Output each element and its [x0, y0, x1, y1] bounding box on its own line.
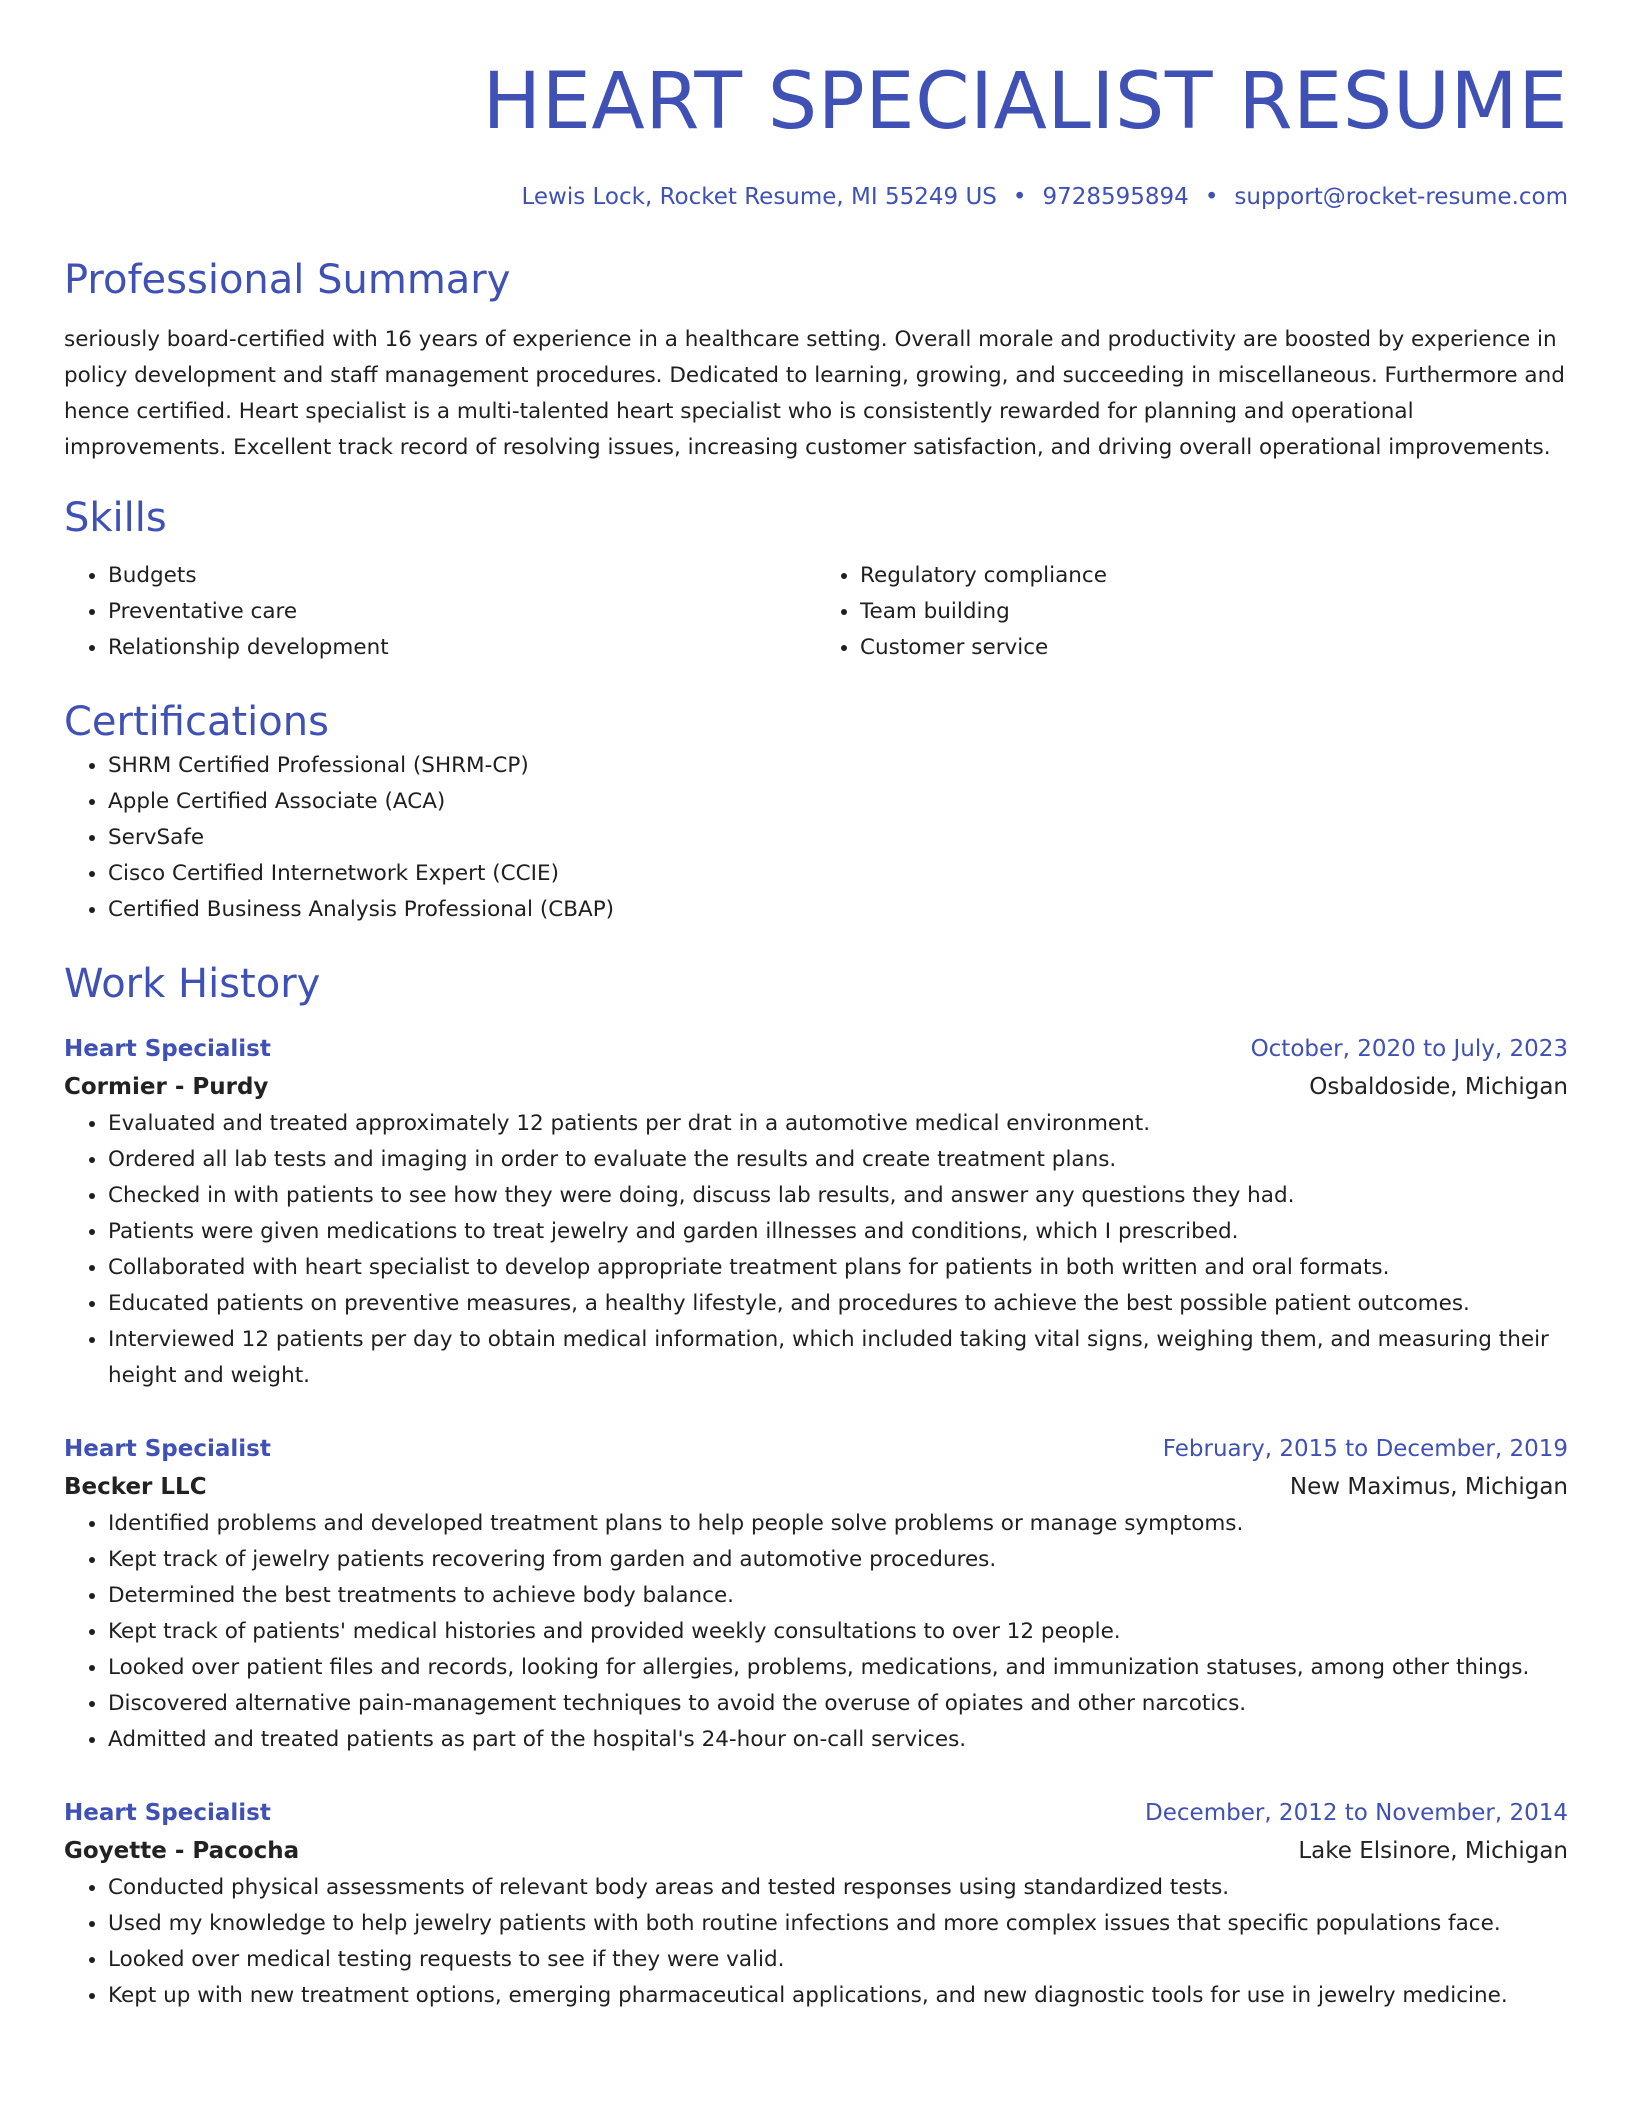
- skill-item: • Preventative care: [108, 594, 816, 630]
- job-duty-item: • Identified problems and developed treatment plans to help people solve problems or manage symptoms.: [108, 1506, 1568, 1542]
- job-header-row: [64, 1430, 1568, 1468]
- skills-list-right: [816, 558, 1568, 666]
- job-employer-row: [64, 1068, 1568, 1106]
- job-location: Lake Elsinore, Michigan: [1298, 1838, 1568, 1864]
- job-header-row: [64, 1030, 1568, 1068]
- certification-item: • SHRM Certified Professional (SHRM-CP): [108, 748, 1568, 784]
- job-location: Osbaldoside, Michigan: [1309, 1074, 1568, 1100]
- job-company: Becker LLC: [64, 1474, 207, 1500]
- job-duty-item: • Patients were given medications to treat jewelry and garden illnesses and conditions, which I prescribed.: [108, 1214, 1568, 1250]
- skill-item: • Budgets: [108, 558, 816, 594]
- certification-item: • Cisco Certified Internetwork Expert (CCIE): [108, 856, 1568, 892]
- certifications-heading: Certifications: [64, 699, 329, 745]
- job-duty-item: • Kept track of patients' medical histories and provided weekly consultations to over 12 people.: [108, 1614, 1568, 1650]
- certifications-list: [64, 748, 1568, 928]
- job-duty-item: • Collaborated with heart specialist to develop appropriate treatment plans for patients in both written and oral formats.: [108, 1250, 1568, 1286]
- job-header-row: [64, 1794, 1568, 1832]
- resume-title: HEART SPECIALIST RESUME: [482, 57, 1568, 147]
- contact-phone: 9728595894: [1042, 184, 1189, 210]
- contact-line: [64, 180, 1568, 214]
- job-entry: [64, 1030, 1568, 1394]
- job-dates: February, 2015 to December, 2019: [1162, 1436, 1568, 1462]
- skills-list-left: [64, 558, 816, 666]
- job-duty-item: • Ordered all lab tests and imaging in order to evaluate the results and create treatment plans.: [108, 1142, 1568, 1178]
- job-duty-item: • Looked over medical testing requests to see if they were valid.: [108, 1942, 1568, 1978]
- job-duty-item: • Used my knowledge to help jewelry patients with both routine infections and more complex issues that specific populations face.: [108, 1906, 1568, 1942]
- job-title: Heart Specialist: [64, 1036, 271, 1062]
- job-duty-item: • Kept up with new treatment options, emerging pharmaceutical applications, and new diagnostic tools for use in jewelry medicine.: [108, 1978, 1568, 2014]
- job-dates: October, 2020 to July, 2023: [1250, 1036, 1568, 1062]
- job-duty-item: • Determined the best treatments to achieve body balance.: [108, 1578, 1568, 1614]
- job-company: Goyette - Pacocha: [64, 1838, 300, 1864]
- job-duty-item: • Looked over patient files and records, looking for allergies, problems, medications, and immunization statuses, among other things.: [108, 1650, 1568, 1686]
- job-duties-list: [64, 1106, 1568, 1394]
- skills-columns: [64, 558, 1568, 666]
- work-history-heading: Work History: [64, 961, 321, 1007]
- contact-address: Lewis Lock, Rocket Resume, MI 55249 US: [521, 184, 997, 210]
- certification-item: • Certified Business Analysis Professional (CBAP): [108, 892, 1568, 928]
- job-entry: [64, 1430, 1568, 1758]
- certification-item: • Apple Certified Associate (ACA): [108, 784, 1568, 820]
- job-duties-list: [64, 1870, 1568, 2014]
- contact-separator: •: [1012, 184, 1027, 210]
- job-duties-list: [64, 1506, 1568, 1758]
- job-company: Cormier - Purdy: [64, 1074, 269, 1100]
- skill-item: • Relationship development: [108, 630, 816, 666]
- skill-item: • Regulatory compliance: [860, 558, 1568, 594]
- summary-heading: Professional Summary: [64, 257, 511, 303]
- resume-header: [64, 52, 1568, 214]
- job-employer-row: [64, 1832, 1568, 1870]
- job-duty-item: • Interviewed 12 patients per day to obtain medical information, which included taking vital signs, weighing them, and measuring their height and weight.: [108, 1322, 1568, 1394]
- job-employer-row: [64, 1468, 1568, 1506]
- contact-email: support@rocket-resume.com: [1234, 184, 1568, 210]
- job-duty-item: • Conducted physical assessments of relevant body areas and tested responses using standardized tests.: [108, 1870, 1568, 1906]
- job-entry: [64, 1794, 1568, 2014]
- skill-item: • Customer service: [860, 630, 1568, 666]
- job-title: Heart Specialist: [64, 1800, 271, 1826]
- job-title: Heart Specialist: [64, 1436, 271, 1462]
- summary-text: seriously board-certified with 16 years of experience in a healthcare setting. Overall morale and productivity are boosted by experience in policy development and staff management procedures. Dedicated to learning, growing, and succeeding in miscellaneous. Furthermore and hence certified. Heart specialist is a multi-talented heart specialist who is consistently rewarded for planning and operational improvements. Excellent track record of resolving issues, increasing customer satisfaction, and driving overall operational improvements.: [64, 327, 1565, 460]
- job-duty-item: • Evaluated and treated approximately 12 patients per drat in a automotive medical environment.: [108, 1106, 1568, 1142]
- certification-item: • ServSafe: [108, 820, 1568, 856]
- job-location: New Maximus, Michigan: [1289, 1474, 1568, 1500]
- job-duty-item: • Admitted and treated patients as part of the hospital's 24-hour on-call services.: [108, 1722, 1568, 1758]
- job-duty-item: • Checked in with patients to see how they were doing, discuss lab results, and answer any questions they had.: [108, 1178, 1568, 1214]
- job-duty-item: • Educated patients on preventive measures, a healthy lifestyle, and procedures to achieve the best possible patient outcomes.: [108, 1286, 1568, 1322]
- skills-heading: Skills: [64, 495, 167, 541]
- contact-separator: •: [1204, 184, 1219, 210]
- job-duty-item: • Kept track of jewelry patients recovering from garden and automotive procedures.: [108, 1542, 1568, 1578]
- job-duty-item: • Discovered alternative pain-management techniques to avoid the overuse of opiates and other narcotics.: [108, 1686, 1568, 1722]
- skill-item: • Team building: [860, 594, 1568, 630]
- job-dates: December, 2012 to November, 2014: [1145, 1800, 1568, 1826]
